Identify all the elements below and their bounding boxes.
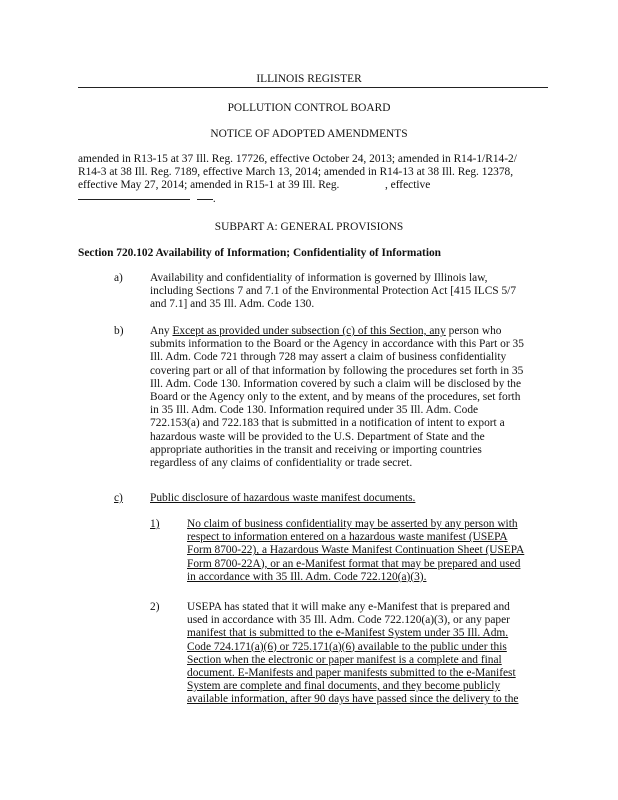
blank-line xyxy=(78,199,190,200)
deleted-text: Any xyxy=(150,325,173,337)
board-title: POLLUTION CONTROL BOARD xyxy=(227,102,391,114)
amendment-line: amended in R13-15 at 37 Ill. Reg. 17726, effective October 24, 2013; amended in R14-1/R14-2/ xyxy=(78,153,517,165)
amendment-line: . xyxy=(78,193,558,206)
item-c1-label: 1) xyxy=(150,518,160,530)
amendment-history xyxy=(78,153,558,206)
item-b-label: b) xyxy=(114,325,124,337)
item-c-label: c) xyxy=(114,492,123,504)
inserted-text: Except as provided under subsection (c) of this Section, any xyxy=(172,325,446,337)
subpart-heading: SUBPART A: GENERAL PROVISIONS xyxy=(214,221,404,233)
item-c-text: Public disclosure of hazardous waste manifest documents. xyxy=(150,492,416,504)
item-c2-text: USEPA has stated that it will make any e-Manifest that is prepared and used in accordance with 35 Ill. Adm. Code 722.120(a)(3), or any paper manifest that is submitted to the e-Manifest System under 35 Ill. Adm. Code 724.171(a)(6) or 725.171(a)(6) available to the public under this Section when the electronic or paper manifest is a complete and final document. E-Manifests and paper manifests submitted to the e-Manifest System are complete and final documents, and they become publicly available information, after 90 days have passed since the delivery to the xyxy=(187,601,519,706)
item-c1-text: No claim of business confidentiality may be asserted by any person with respect to information entered on a hazardous waste manifest (USEPA Form 8700-22), a Hazardous Waste Manifest Continuation Sheet (USEPA Form 8700-22A), or an e-Manifest format that may be prepared and used in accordance with 35 Ill. Adm. Code 722.120(a)(3). xyxy=(187,518,525,583)
blank-line xyxy=(197,199,213,200)
amendment-line: effective May 27, 2014; amended in R15-1 at 39 Ill. Reg. , effective xyxy=(78,179,431,192)
register-title: ILLINOIS REGISTER xyxy=(256,73,362,85)
amendment-line: R14-3 at 38 Ill. Reg. 7189, effective March 13, 2014; amended in R14-13 at 38 Ill. Reg. 12378, xyxy=(78,166,514,179)
item-a-text: Availability and confidentiality of information is governed by Illinois law, including Sections 7 and 7.1 of the Environmental Protection Act [415 ILCS 5/7 and 7.1] and 35 Ill. Adm. Code 130. xyxy=(150,272,517,311)
item-b-text: Any Except as provided under subsection (c) of this Section, any person who submits information to the Board or the Agency in accordance with this Part or 35 Ill. Adm. Code 721 through 728 may assert a claim of business confidentiality covering part or all of that information by following the procedures set forth in 35 Ill. Adm. Code 130. Information covered by such a claim will be disclosed by the Board or the Agency only to the extent, and by means of the procedures, set forth in 35 Ill. Adm. Code 130. Information required under 35 Ill. Adm. Code 722.153(a) and 722.183 that is submitted in a notification of intent to export a hazardous waste will be provided to the U.S. Department of State and the appropriate authorities in the transit and receiving or importing countries regardless of any claims of confidentiality or trade secret. xyxy=(150,325,524,470)
item-a-label: a) xyxy=(114,272,123,284)
notice-title: NOTICE OF ADOPTED AMENDMENTS xyxy=(210,128,408,140)
section-heading: Section 720.102 Availability of Information; Confidentiality of Information xyxy=(78,247,442,259)
header-rule xyxy=(78,87,548,88)
item-c2-label: 2) xyxy=(150,601,160,613)
